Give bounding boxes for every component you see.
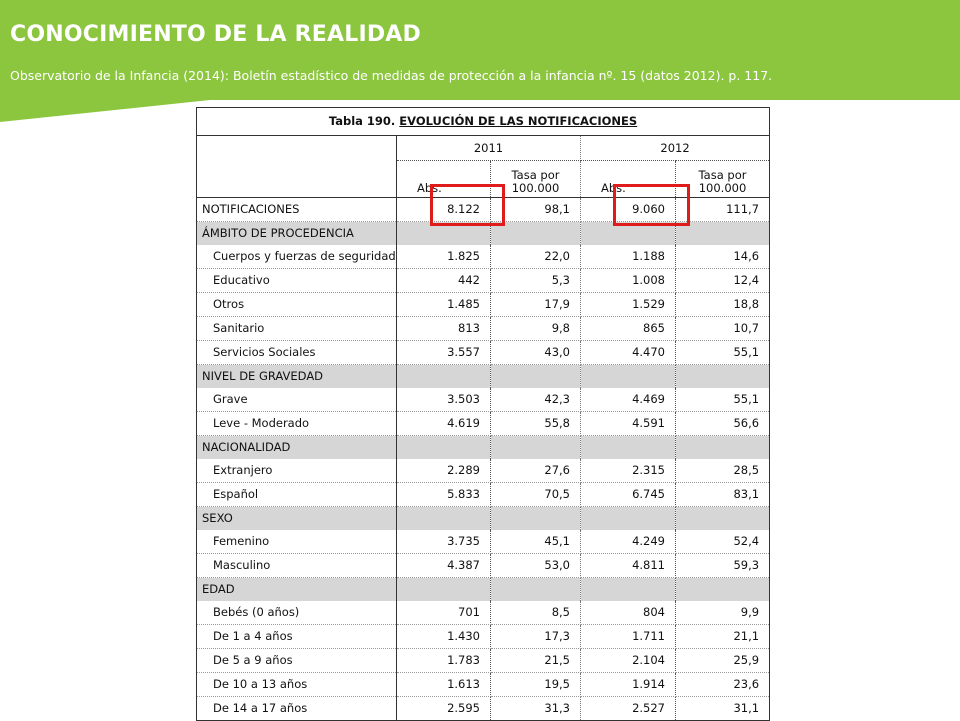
section-fill-cell — [581, 436, 676, 460]
section-row-nivel-de-gravedad — [197, 365, 770, 389]
abs-2011-cell: 3.735 — [397, 530, 491, 554]
section-fill-cell — [676, 578, 770, 602]
tasa-2011-cell: 5,3 — [491, 269, 581, 293]
abs-2011-cell: 4.387 — [397, 554, 491, 578]
highlight-box-2012-total — [613, 184, 690, 226]
subheader-tasa-line1: Tasa por — [511, 168, 560, 182]
abs-2012-cell: 1.008 — [581, 269, 676, 293]
tasa-2011-cell: 31,3 — [491, 697, 581, 721]
abs-2012-cell: 4.811 — [581, 554, 676, 578]
table-row — [197, 554, 770, 578]
tasa-2012-cell: 28,5 — [676, 459, 770, 483]
row-label: Extranjero — [197, 459, 397, 483]
table-row — [197, 412, 770, 436]
section-fill-cell — [491, 436, 581, 460]
tasa-2012-cell: 52,4 — [676, 530, 770, 554]
abs-2012-cell: 2.315 — [581, 459, 676, 483]
subheader-abs-2011: Abs. — [397, 161, 491, 198]
section-label: SEXO — [197, 507, 397, 531]
section-fill-cell — [397, 578, 491, 602]
tasa-2012-cell: 111,7 — [676, 198, 770, 222]
tasa-2012-cell: 10,7 — [676, 317, 770, 341]
highlight-box-2011-total — [430, 184, 505, 226]
table-row — [197, 459, 770, 483]
abs-2012-cell: 1.711 — [581, 625, 676, 649]
tasa-2011-cell: 19,5 — [491, 673, 581, 697]
tasa-2012-cell: 9,9 — [676, 601, 770, 625]
table-row — [197, 317, 770, 341]
tasa-2011-cell: 21,5 — [491, 649, 581, 673]
abs-2011-cell: 2.595 — [397, 697, 491, 721]
abs-2012-cell: 865 — [581, 317, 676, 341]
abs-2012-cell: 4.591 — [581, 412, 676, 436]
table-row — [197, 673, 770, 697]
abs-2011-cell: 8.122 — [397, 198, 491, 222]
row-label: Sanitario — [197, 317, 397, 341]
section-fill-cell — [491, 507, 581, 531]
abs-2011-cell: 1.430 — [397, 625, 491, 649]
row-label: Masculino — [197, 554, 397, 578]
abs-2012-cell: 2.104 — [581, 649, 676, 673]
abs-2011-cell: 1.485 — [397, 293, 491, 317]
tasa-2011-cell: 53,0 — [491, 554, 581, 578]
abs-2011-cell: 813 — [397, 317, 491, 341]
section-fill-cell — [397, 365, 491, 389]
row-label: Otros — [197, 293, 397, 317]
tasa-2011-cell: 55,8 — [491, 412, 581, 436]
tasa-2011-cell: 42,3 — [491, 388, 581, 412]
section-fill-cell — [581, 365, 676, 389]
abs-2012-cell: 6.745 — [581, 483, 676, 507]
tasa-2012-cell: 18,8 — [676, 293, 770, 317]
abs-2012-cell: 1.914 — [581, 673, 676, 697]
tasa-2012-cell: 21,1 — [676, 625, 770, 649]
tasa-2011-cell: 70,5 — [491, 483, 581, 507]
tasa-2011-cell: 17,3 — [491, 625, 581, 649]
tasa-2012-cell: 55,1 — [676, 341, 770, 365]
table-caption-title: EVOLUCIÓN DE LAS NOTIFICACIONES — [399, 114, 638, 128]
abs-2011-cell: 2.289 — [397, 459, 491, 483]
tasa-2012-cell: 14,6 — [676, 245, 770, 269]
table-row — [197, 530, 770, 554]
abs-2012-cell: 4.469 — [581, 388, 676, 412]
tasa-2011-cell: 27,6 — [491, 459, 581, 483]
table-row — [197, 388, 770, 412]
row-label: Leve - Moderado — [197, 412, 397, 436]
year-header-2011: 2011 — [397, 136, 581, 161]
abs-2012-cell: 1.188 — [581, 245, 676, 269]
tasa-2012-cell: 23,6 — [676, 673, 770, 697]
subheader-abs-2012: Abs. — [581, 161, 676, 198]
tasa-2011-cell: 43,0 — [491, 341, 581, 365]
abs-2011-cell: 1.783 — [397, 649, 491, 673]
row-label: Cuerpos y fuerzas de seguridad — [197, 245, 397, 269]
abs-2011-cell: 1.613 — [397, 673, 491, 697]
abs-2012-cell: 4.249 — [581, 530, 676, 554]
section-fill-cell — [397, 436, 491, 460]
slide-subtitle: Observatorio de la Infancia (2014): Boletín estadístico de medidas de protección a la infancia nº. 15 (datos 2012). p. 117. — [10, 68, 773, 83]
table-image-frame — [192, 104, 774, 715]
table-row — [197, 625, 770, 649]
tasa-2012-cell: 55,1 — [676, 388, 770, 412]
tasa-2012-cell: 59,3 — [676, 554, 770, 578]
abs-2012-cell: 2.527 — [581, 697, 676, 721]
abs-2011-cell: 3.503 — [397, 388, 491, 412]
section-fill-cell — [581, 507, 676, 531]
tasa-2012-cell: 31,1 — [676, 697, 770, 721]
row-label: NOTIFICACIONES — [197, 198, 397, 222]
section-label: NIVEL DE GRAVEDAD — [197, 365, 397, 389]
year-header-row — [197, 136, 770, 161]
abs-2011-cell: 5.833 — [397, 483, 491, 507]
row-label: De 10 a 13 años — [197, 673, 397, 697]
tasa-2011-cell: 22,0 — [491, 245, 581, 269]
abs-2011-cell: 4.619 — [397, 412, 491, 436]
abs-2011-cell: 3.557 — [397, 341, 491, 365]
row-label: Educativo — [197, 269, 397, 293]
table-row — [197, 483, 770, 507]
subheader-tasa-line1: Tasa por — [698, 168, 747, 182]
section-row-edad — [197, 578, 770, 602]
row-label: De 14 a 17 años — [197, 697, 397, 721]
abs-2011-cell: 701 — [397, 601, 491, 625]
row-label: De 1 a 4 años — [197, 625, 397, 649]
subheader-tasa-line2: 100.000 — [511, 181, 560, 195]
header-blank-cell — [197, 136, 397, 198]
row-label: Servicios Sociales — [197, 341, 397, 365]
abs-2012-cell: 4.470 — [581, 341, 676, 365]
tasa-2012-cell: 56,6 — [676, 412, 770, 436]
table-row — [197, 649, 770, 673]
section-fill-cell — [676, 507, 770, 531]
section-fill-cell — [581, 578, 676, 602]
row-label: De 5 a 9 años — [197, 649, 397, 673]
table-row — [197, 269, 770, 293]
section-fill-cell — [491, 365, 581, 389]
tasa-2011-cell: 8,5 — [491, 601, 581, 625]
table-row — [197, 293, 770, 317]
table-row — [197, 245, 770, 269]
table-caption-prefix: Tabla 190. — [328, 114, 396, 128]
section-row-nacionalidad — [197, 436, 770, 460]
table-row — [197, 601, 770, 625]
tasa-2011-cell: 98,1 — [491, 198, 581, 222]
section-row-sexo — [197, 507, 770, 531]
abs-2012-cell: 1.529 — [581, 293, 676, 317]
table-row — [197, 341, 770, 365]
row-label: Femenino — [197, 530, 397, 554]
row-label: Bebés (0 años) — [197, 601, 397, 625]
row-label: Grave — [197, 388, 397, 412]
year-header-2012: 2012 — [581, 136, 770, 161]
abs-2012-cell: 9.060 — [581, 198, 676, 222]
section-label: EDAD — [197, 578, 397, 602]
tasa-2012-cell: 83,1 — [676, 483, 770, 507]
section-fill-cell — [397, 507, 491, 531]
section-label: ÁMBITO DE PROCEDENCIA — [197, 222, 397, 246]
subheader-tasa-line2: 100.000 — [698, 181, 747, 195]
abs-2011-cell: 1.825 — [397, 245, 491, 269]
section-fill-cell — [676, 436, 770, 460]
section-label: NACIONALIDAD — [197, 436, 397, 460]
slide-title: CONOCIMIENTO DE LA REALIDAD — [10, 22, 421, 47]
tasa-2011-cell: 45,1 — [491, 530, 581, 554]
abs-2012-cell: 804 — [581, 601, 676, 625]
tasa-2012-cell: 25,9 — [676, 649, 770, 673]
tasa-2011-cell: 17,9 — [491, 293, 581, 317]
row-label: Español — [197, 483, 397, 507]
table-row — [197, 697, 770, 721]
table-caption — [197, 108, 770, 136]
section-fill-cell — [491, 578, 581, 602]
tasa-2012-cell: 12,4 — [676, 269, 770, 293]
abs-2011-cell: 442 — [397, 269, 491, 293]
section-fill-cell — [676, 365, 770, 389]
tasa-2011-cell: 9,8 — [491, 317, 581, 341]
table-caption-row — [197, 108, 770, 136]
